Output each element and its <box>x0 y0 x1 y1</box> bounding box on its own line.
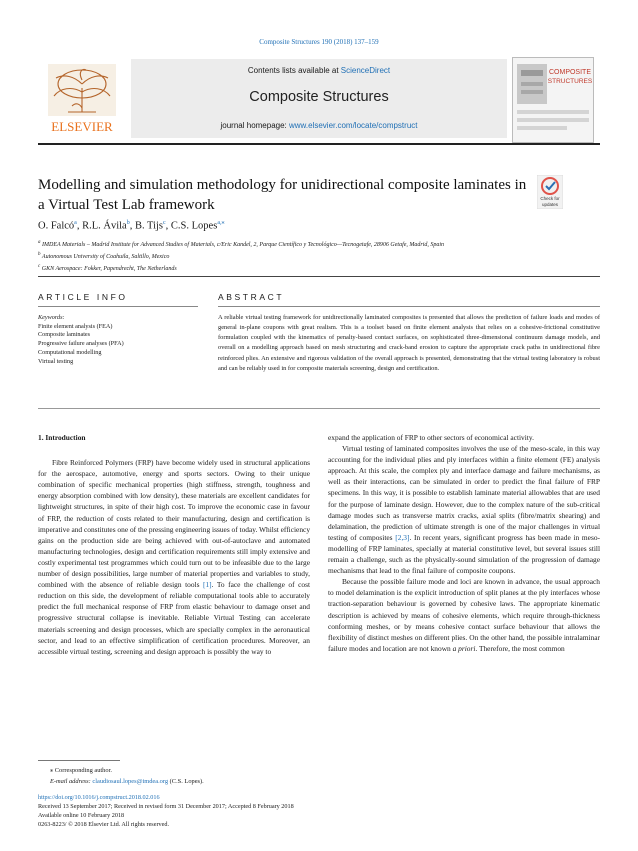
svg-text:COMPOSITE: COMPOSITE <box>548 69 592 76</box>
author-list: O. Falcó$^a$, R.L. Ávila$^b$, B. Tijs$^c$, C.S. Lopes$^{a,⁎}$ <box>38 220 225 232</box>
affiliation-line <box>38 262 598 274</box>
doi-link[interactable]: https://doi.org/10.1016/j.compstruct.2018.02.016 <box>38 794 160 801</box>
paragraph-text: . To face the challenge of cost reduction on this side, the development of reliable computational tools able to accurately predict the full mechanical response of FRP from elastic behaviour to damage onset and progressive structural collapse is inevitable. Reliable Virtual Testing can accelerate materials screening and design processes, which are specially complex in the aeronautical sector, and lead to an effective simplification of certification procedures. Moreover, an accessible virtual testing, screening and design approach is possibly the way to <box>38 580 310 656</box>
journal-reference-link[interactable]: Composite Structures 190 (2018) 137–159 <box>259 38 379 46</box>
corresponding-author-note: ⁎ Corresponding author. <box>50 767 112 774</box>
svg-text:STRUCTURES: STRUCTURES <box>547 78 593 85</box>
affiliation-line <box>38 238 598 250</box>
body-paragraph <box>328 443 600 576</box>
affiliation-text: Autonomous University of Coahuila, Saltillo, Mexico <box>41 254 170 260</box>
journal-cover-thumbnail[interactable] <box>512 57 594 143</box>
paragraph-text: Fibre Reinforced Polymers (FRP) have become widely used in structural applications for the aerospace, automotive, energy and sports sectors. Owing to their unique combination of specific mechanical properties (high stiffness, strength, toughness and energy absorption combined with low density), these materials are excellent candidates for lightweight structures, in spite of their high cost. To improve the economic case in favour of FRP, the reduction of costs related to their manufacturing, design and certification is imperative and constitutes one of the pressing engineering issues of today. Whilst efficiency gains on the production side are being achieved with out-of-autoclave and automated manufacturing technologies, design and certification requirements still imply extensive and costly experimental test programmes which could turn out to be infeasible due to the large number of design possibilities, large number of material properties and variables to study, combined with the absence of reliable design tools <box>38 458 311 590</box>
contents-line <box>131 66 507 75</box>
svg-text:ELSEVIER: ELSEVIER <box>51 119 113 134</box>
author-sup[interactable]: a,⁎ <box>217 220 225 226</box>
article-info-heading: ARTICLE INFO <box>38 292 128 302</box>
footnotes <box>50 765 204 787</box>
author-name[interactable]: R.L. Ávila <box>82 220 127 232</box>
copyright: 0263-8223/ © 2018 Elsevier Ltd. All rights reserved. <box>38 820 170 828</box>
homepage-link[interactable]: www.elsevier.com/locate/compstruct <box>289 121 418 130</box>
author-name[interactable]: C.S. Lopes <box>170 220 218 232</box>
email-label: E-mail address: <box>50 778 93 785</box>
keyword-item: Progressive failure analyses (PFA) <box>38 340 124 348</box>
body-paragraph <box>38 457 310 657</box>
paragraph-text: . In recent years, significant progress has been made in meso-modelling of FRP laminates, specially at material constitutive level, but several issues still remain a challenge, such as the physically-sound simulation of the progression of damage mechanisms that lead to the final failure of composite coupons. <box>328 532 600 576</box>
affiliation-sup: a <box>38 240 41 245</box>
body-column-left <box>38 432 310 657</box>
header-rule <box>38 143 600 145</box>
author-sup[interactable]: b <box>126 220 130 226</box>
paragraph-text: . Therefore, the most common <box>475 643 565 653</box>
citation-link[interactable]: [1] <box>203 580 212 590</box>
keyword-item: Composite laminates <box>38 331 91 339</box>
abstract-heading: ABSTRACT <box>218 292 285 302</box>
article-title: Modelling and simulation methodology for unidirectional composite laminates in a Virtual Test Lab framework <box>38 177 527 213</box>
author-name[interactable]: B. Tijs <box>134 220 163 232</box>
email-suffix: (C.S. Lopes). <box>168 778 204 785</box>
paragraph-text: Virtual testing of laminated composites involves the use of the meso-scale, in this way accounting for the individual plies and ply interfaces within a finite element (FE) analysis approach. At this scale, the complex ply and interface damage and failure mechanisms, as well as their interactions, can be simulated in order to predict the final failure of FRP specimens. In this way, it is possible to establish laminate material allowables that are used for the purpose of laminate design. However, due to the complex nature of the sub-critical damage modes such as transverse matrix cracks, axial splits (fibre/matrix shearing) and delamination, the prediction of ultimate strength is one of the major challenges in virtual testing of composites <box>328 444 600 542</box>
keywords-block <box>38 314 208 366</box>
affiliations <box>38 238 598 274</box>
title-rule <box>38 276 600 277</box>
affiliation-line <box>38 250 598 262</box>
available-online: Available online 10 February 2018 <box>38 811 125 819</box>
journal-name: Composite Structures <box>249 89 389 105</box>
emphasis-text: a priori <box>452 643 476 653</box>
body-paragraph <box>328 576 600 654</box>
svg-text:Check for: Check for <box>540 196 560 201</box>
abstract-text: A reliable virtual testing framework for unidirectionally laminated composites is presented that allows the prediction of failure loads and modes of general in-plane coupons with great realism. This is a toolset based on finite element analysis that relies on a cohesive-frictional constitutive formulation coupled with the kinematics of penalty-based contact surfaces, on sophisticated three-dimensional continuum damage models, and overall on a modelling approach based on mesh structuring and crack-band erosion to capture the appropriate crack paths in unidirectional fibre reinforced plies. An extensive and rigorous validation of the overall approach is presented, demonstrating that the virtual testing laboratory is robust and can be reliably used in for composite materials screening, design and certification. <box>218 314 600 372</box>
section-heading: 1. Introduction <box>38 433 86 442</box>
check-for-updates-icon[interactable] <box>537 175 563 209</box>
body-column-right <box>328 432 600 654</box>
footnote-rule <box>38 760 120 761</box>
affiliation-sup: c <box>38 264 41 269</box>
abstract-rule <box>218 306 600 307</box>
keyword-item: Finite element analysis (FEA) <box>38 322 113 330</box>
homepage-prefix: journal homepage: <box>220 121 289 130</box>
affiliation-text: GKN Aerospace: Fokker, Papendrecht, The Netherlands <box>41 266 177 272</box>
author-sup[interactable]: a <box>74 220 77 226</box>
affiliation-sup: b <box>38 252 41 257</box>
homepage-line <box>131 121 507 130</box>
elsevier-logo <box>38 62 126 136</box>
keyword-item: Virtual testing <box>38 357 74 365</box>
keywords-label: Keywords: <box>38 314 65 321</box>
abstract-bottom-rule <box>38 408 600 409</box>
affiliation-text: IMDEA Materials – Madrid Institute for Advanced Studies of Materials, c/Eric Kandel, 2, Parque Científico y Tecnológico—Tecnogetafe, 28906 Getafe, Madrid, Spain <box>42 242 445 248</box>
paragraph-text: Because the possible failure mode and loci are known in advance, the usual approach to model delamination is the explicit introduction of split planes at the ply interfaces whose traction-separation behaviour is governed by cohesive laws. The appropriate kinematic description is achieved by means of cohesive elements, which require through-thickness conforming meshes, or by means cohesive contact surface behaviour that allows the flexibility of distinct meshes on different plies. On the other hand, the possible intralaminar failure modes and location are not known <box>328 577 600 653</box>
article-history <box>38 803 294 829</box>
article-info-rule <box>38 306 198 307</box>
svg-text:updates: updates <box>541 202 559 207</box>
citation-link[interactable]: [2,3] <box>395 532 410 542</box>
keyword-item: Computational modelling <box>38 348 102 356</box>
contents-prefix: Contents lists available at <box>247 66 341 75</box>
author-sup[interactable]: c <box>163 220 166 226</box>
received-dates: Received 13 September 2017; Received in revised form 31 December 2017; Accepted 8 February 2018 <box>38 803 294 810</box>
author-name[interactable]: O. Falcó <box>38 220 75 232</box>
email-line <box>50 776 204 787</box>
body-paragraph: expand the application of FRP to other sectors of economical activity. <box>328 433 534 442</box>
email-link[interactable]: claudiosaul.lopes@imdea.org <box>92 778 169 785</box>
sciencedirect-link[interactable]: ScienceDirect <box>340 66 391 75</box>
